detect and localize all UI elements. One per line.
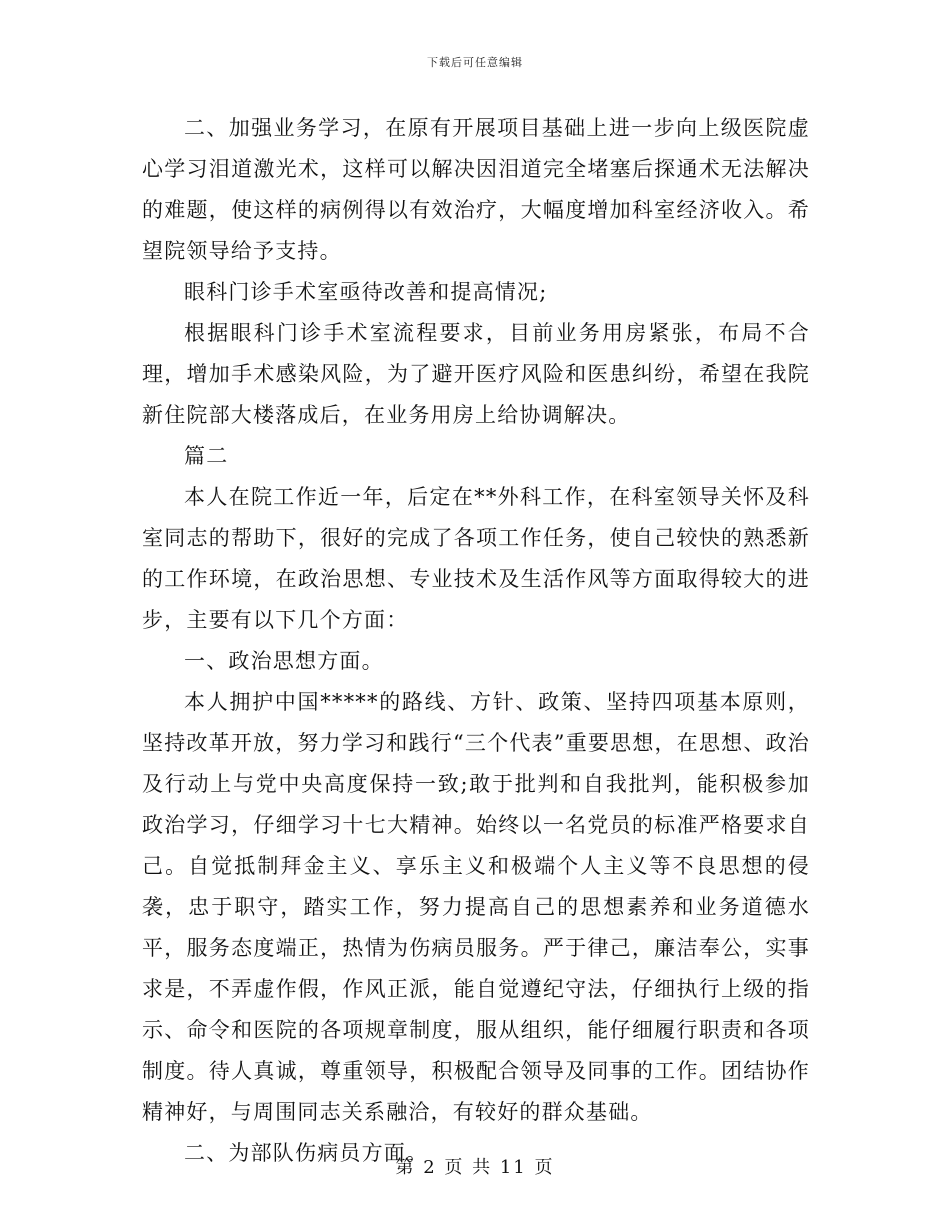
section-title-part-two: 篇二 (184, 444, 229, 468)
heading-serving-patients: 二、为部队伤病员方面。 (184, 1141, 429, 1165)
paragraph-clinic-room-request: 根据眼科门诊手术室流程要求，目前业务用房紧张，布局不合理，增加手术感染风险，为了避开医疗风险和医患纠纷，希望在我院新住院部大楼落成后，在业务用房上给协调解决。 (142, 321, 810, 427)
paragraph-clinic-improvement-heading: 眼科门诊手术室亟待改善和提高情况; (184, 280, 548, 304)
page-number-footer: 第 2 页 共 11 页 (395, 1157, 555, 1178)
paragraph-business-study: 二、加强业务学习，在原有开展项目基础上进一步向上级医院虚心学习泪道激光术，这样可以解决因泪道完全堵塞后探通术无法解决的难题，使这样的病例得以有效治疗，大幅度增加科室经济收入。希望院领导给予支持。 (142, 116, 810, 263)
paragraph-work-summary-intro: 本人在院工作近一年，后定在**外科工作，在科室领导关怀及科室同志的帮助下，很好的完成了各项工作任务，使自己较快的熟悉新的工作环境，在政治思想、专业技术及生活作风等方面取得较大的进步，主要有以下几个方面： (142, 485, 810, 632)
document-body (142, 108, 810, 1174)
page-header: 下载后可任意编辑 (427, 56, 523, 69)
paragraph-political-thought: 本人拥护中国*****的路线、方针、政策、坚持四项基本原则，坚持改革开放，努力学习和践行“三个代表”重要思想，在思想、政治及行动上与党中央高度保持一致;敢于批判和自我批判，能积极参加政治学习，仔细学习十七大精神。始终以一名党员的标准严格要求自己。自觉抵制拜金主义、享乐主义和极端个人主义等不良思想的侵袭，忠于职守，踏实工作，努力提高自己的思想素养和业务道德水平，服务态度端正，热情为伤病员服务。严于律己，廉洁奉公，实事求是，不弄虚作假，作风正派，能自觉遵纪守法，仔细执行上级的指示、命令和医院的各项规章制度，服从组织，能仔细履行职责和各项制度。待人真诚，尊重领导，积极配合领导及同事的工作。团结协作精神好，与周围同志关系融洽，有较好的群众基础。 (142, 690, 810, 1124)
heading-political-thought: 一、政治思想方面。 (184, 649, 384, 673)
